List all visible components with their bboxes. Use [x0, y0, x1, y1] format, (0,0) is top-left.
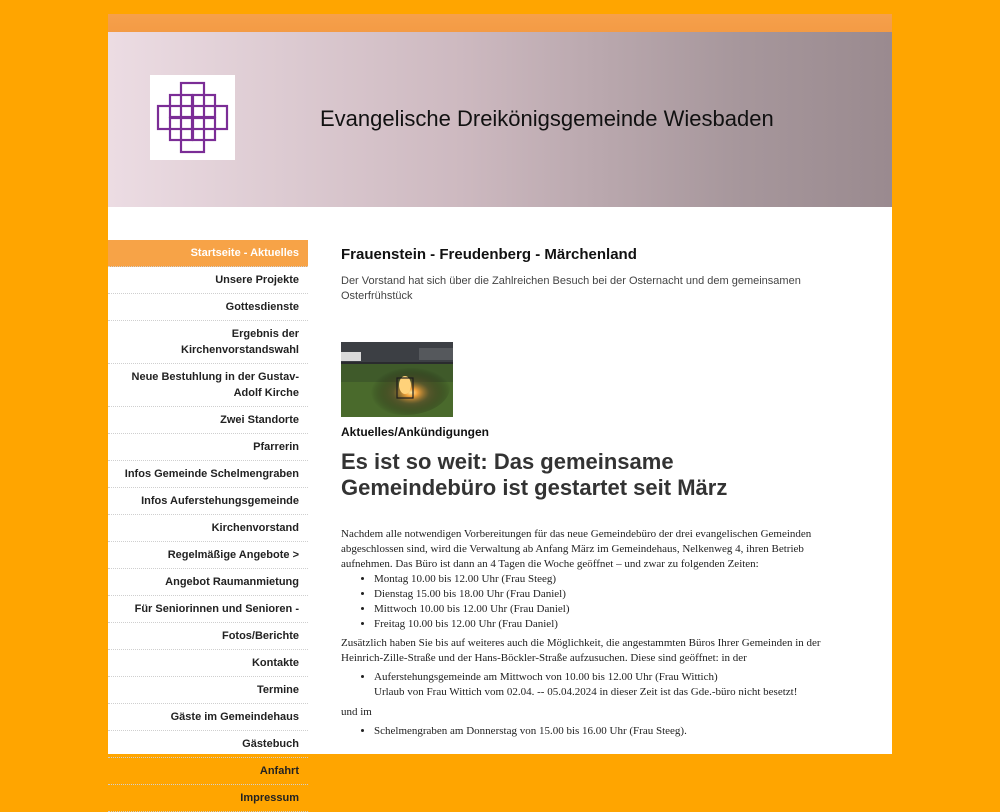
nav-item-gottesdienste[interactable]: Gottesdienste: [108, 294, 308, 321]
photo-image: [341, 342, 453, 417]
list-item: • Schelmengraben am Donnerstag von 15.00 bis 16.00 Uhr (Frau Steeg).: [374, 724, 831, 739]
nav-item-angebote[interactable]: Regelmäßige Angebote >: [108, 542, 308, 569]
nav-item-impressum[interactable]: Impressum: [108, 785, 308, 812]
nav-item-bestuhlung[interactable]: Neue Bestuhlung in der Gustav-Adolf Kirche: [108, 364, 308, 407]
easter-fire-photo[interactable]: [341, 342, 453, 417]
extra-office-list-2: [341, 724, 831, 739]
nav-item-anfahrt[interactable]: Anfahrt: [108, 758, 308, 785]
nav-item-termine[interactable]: Termine: [108, 677, 308, 704]
logo[interactable]: [150, 75, 235, 160]
list-item-line: Auferstehungsgemeinde am Mittwoch von 10.00 bis 12.00 Uhr (Frau Wittich): [374, 671, 718, 683]
nav-item-schelmengraben[interactable]: Infos Gemeinde Schelmengraben: [108, 461, 308, 488]
nav-item-kontakte[interactable]: Kontakte: [108, 650, 308, 677]
top-bar: [108, 14, 892, 32]
page-container: [108, 14, 892, 804]
list-item: • Montag 10.00 bis 12.00 Uhr (Frau Steeg): [374, 572, 831, 587]
site-header: [108, 32, 892, 207]
nav-item-gaestebuch[interactable]: Gästebuch: [108, 731, 308, 758]
article-paragraph-2: Zusätzlich haben Sie bis auf weiteres auch die Möglichkeit, die angestammten Büros Ihrer Gemeinden in der Heinrich-Zille-Straße und der Hans-Böckler-Straße aufzusuchen. Diese sind geöffnet: in der: [341, 637, 821, 664]
intro-text: Der Vorstand hat sich über die Zahlreichen Besuch bei der Osternacht und dem gemeinsamen Osterfrühstück: [341, 275, 801, 302]
section-subheading: Aktuelles/Ankündigungen: [341, 425, 490, 439]
nav-item-senioren[interactable]: Für Seniorinnen und Senioren -: [108, 596, 308, 623]
nav-item-gaeste[interactable]: Gäste im Gemeindehaus: [108, 704, 308, 731]
nav-item-fotos[interactable]: Fotos/Berichte: [108, 623, 308, 650]
nav-item-raumanmietung[interactable]: Angebot Raumanmietung: [108, 569, 308, 596]
page-heading: Frauenstein - Freudenberg - Märchenland: [341, 246, 637, 263]
nav-item-kirchenvorstand[interactable]: Kirchenvorstand: [108, 515, 308, 542]
nav-item-startseite[interactable]: Startseite - Aktuelles: [108, 240, 308, 267]
article-heading: Es ist so weit: Das gemeinsame Gemeindebüro ist gestartet seit März: [341, 449, 728, 500]
site-title[interactable]: Evangelische Dreikönigsgemeinde Wiesbaden: [320, 106, 774, 131]
extra-office-list-1: [341, 670, 831, 700]
list-item-line: Urlaub von Frau Wittich vom 02.04. -- 05.04.2024 in dieser Zeit ist das Gde.-büro nicht besetzt!: [374, 686, 798, 698]
nav-item-standorte[interactable]: Zwei Standorte: [108, 407, 308, 434]
sidebar-nav: [108, 240, 308, 812]
office-hours-list: [341, 572, 831, 632]
nav-item-kirchenvorstandswahl[interactable]: Ergebnis der Kirchenvorstandswahl: [108, 321, 308, 364]
list-item: [374, 670, 831, 700]
nav-item-projekte[interactable]: Unsere Projekte: [108, 267, 308, 294]
article-paragraph-1: Nachdem alle notwendigen Vorbereitungen für das neue Gemeindebüro der drei evangelischen Gemeinden abgeschlossen sind, wird die Verwaltung ab Anfang März im Gemeindehaus, Nelkenweg 4, ihren Betrieb aufnehmen. Das Büro ist dann an 4 Tagen die Woche geöffnet – und zwar zu folgenden Zeiten:: [341, 528, 812, 570]
und-im-text: und im: [341, 706, 372, 718]
list-item: • Freitag 10.00 bis 12.00 Uhr (Frau Daniel): [374, 617, 831, 632]
list-item: • Dienstag 15.00 bis 18.00 Uhr (Frau Daniel): [374, 587, 831, 602]
nav-item-auferstehungsgemeinde[interactable]: Infos Auferstehungsgemeinde: [108, 488, 308, 515]
cross-logo-icon: [155, 80, 230, 155]
article-body: [341, 527, 831, 744]
list-item: • Mittwoch 10.00 bis 12.00 Uhr (Frau Daniel): [374, 602, 831, 617]
nav-item-pfarrerin[interactable]: Pfarrerin: [108, 434, 308, 461]
